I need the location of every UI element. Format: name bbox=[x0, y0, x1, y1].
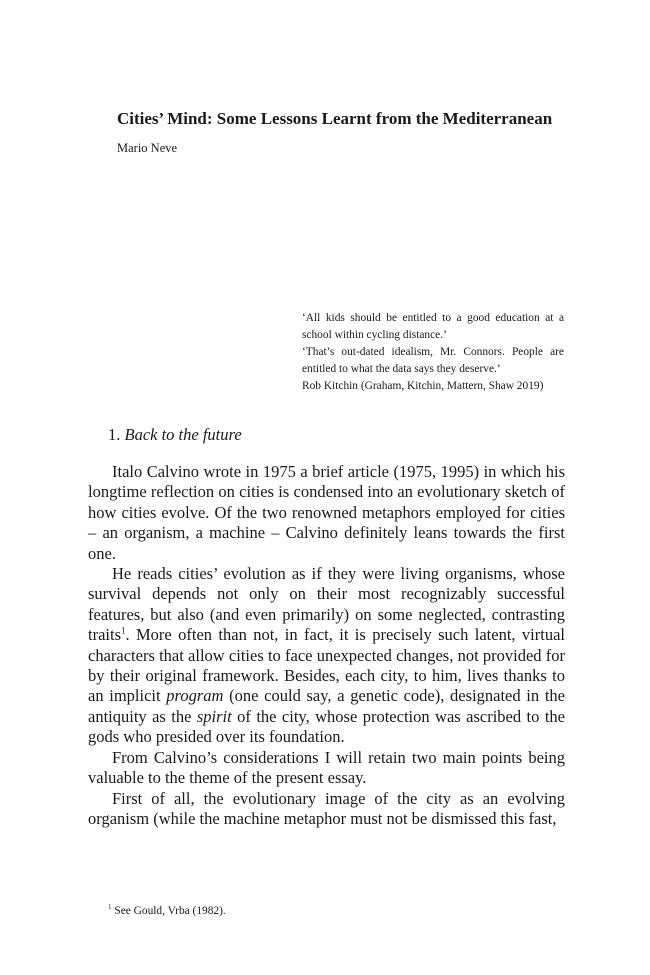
epigraph-attribution: Rob Kitchin (Graham, Kitchin, Mattern, Shaw 2019) bbox=[302, 380, 544, 392]
epigraph-quote-1: ‘All kids should be entitled to a good education at a school within cycling distance.’ bbox=[302, 312, 564, 341]
paragraph-4: First of all, the evolutionary image of the city as an evolving organism (while the machine metaphor must not be dismissed this fast, bbox=[88, 788, 565, 828]
article-title: Cities’ Mind: Some Lessons Learnt from the Mediterranean bbox=[117, 109, 553, 128]
paragraph-2-part-c: (one could say, a genetic code), designated in the antiquity as the bbox=[88, 686, 565, 726]
section-heading bbox=[108, 425, 242, 445]
author-name: Mario Neve bbox=[117, 141, 178, 155]
paragraph-2 bbox=[88, 564, 565, 748]
emphasis-program: program bbox=[166, 686, 224, 706]
footnote bbox=[108, 900, 226, 919]
paragraph-3: From Calvino’s considerations I will retain two main points being valuable to the theme of the present essay. bbox=[88, 747, 565, 788]
footnote-reference: 1 bbox=[121, 625, 126, 636]
section-title: Back to the future bbox=[124, 425, 242, 444]
paragraph-2-part-d: of the city, whose protection was ascribed to the gods who presided over its foundation. bbox=[88, 706, 565, 747]
footnote-number: 1 bbox=[108, 903, 112, 911]
footnote-text: See Gould, Vrba (1982). bbox=[114, 904, 226, 917]
epigraph-quote-2: ‘That’s out-dated idealism, Mr. Connors. People are entitled to what the data says they deserve.’ bbox=[302, 346, 564, 375]
paragraph-1: Italo Calvino wrote in 1975 a brief article (1975, 1995) in which his longtime reflection on cities is condensed into an evolutionary sketch of how cities evolve. Of the two renowned metaphors employed for cities – an organism, a machine – Calvino definitely leans towards the first one. bbox=[88, 462, 565, 563]
paragraph-2-part-b: . More often than not, in fact, it is precisely such latent, virtual characters that allow cities to face unexpected changes, not provided for by their original framework. Besides, each city, to him, lives thanks to an implicit bbox=[88, 625, 565, 706]
section-number: 1. bbox=[108, 425, 121, 444]
body-text bbox=[88, 462, 565, 829]
emphasis-spirit: spirit bbox=[196, 706, 232, 726]
paragraph-2-part-a: He reads cities’ evolution as if they were living organisms, whose survival depends not only on their most recognizably successful features, but also (and even primarily) on some neglected, contrasting traits bbox=[88, 564, 565, 645]
epigraph bbox=[302, 310, 564, 396]
